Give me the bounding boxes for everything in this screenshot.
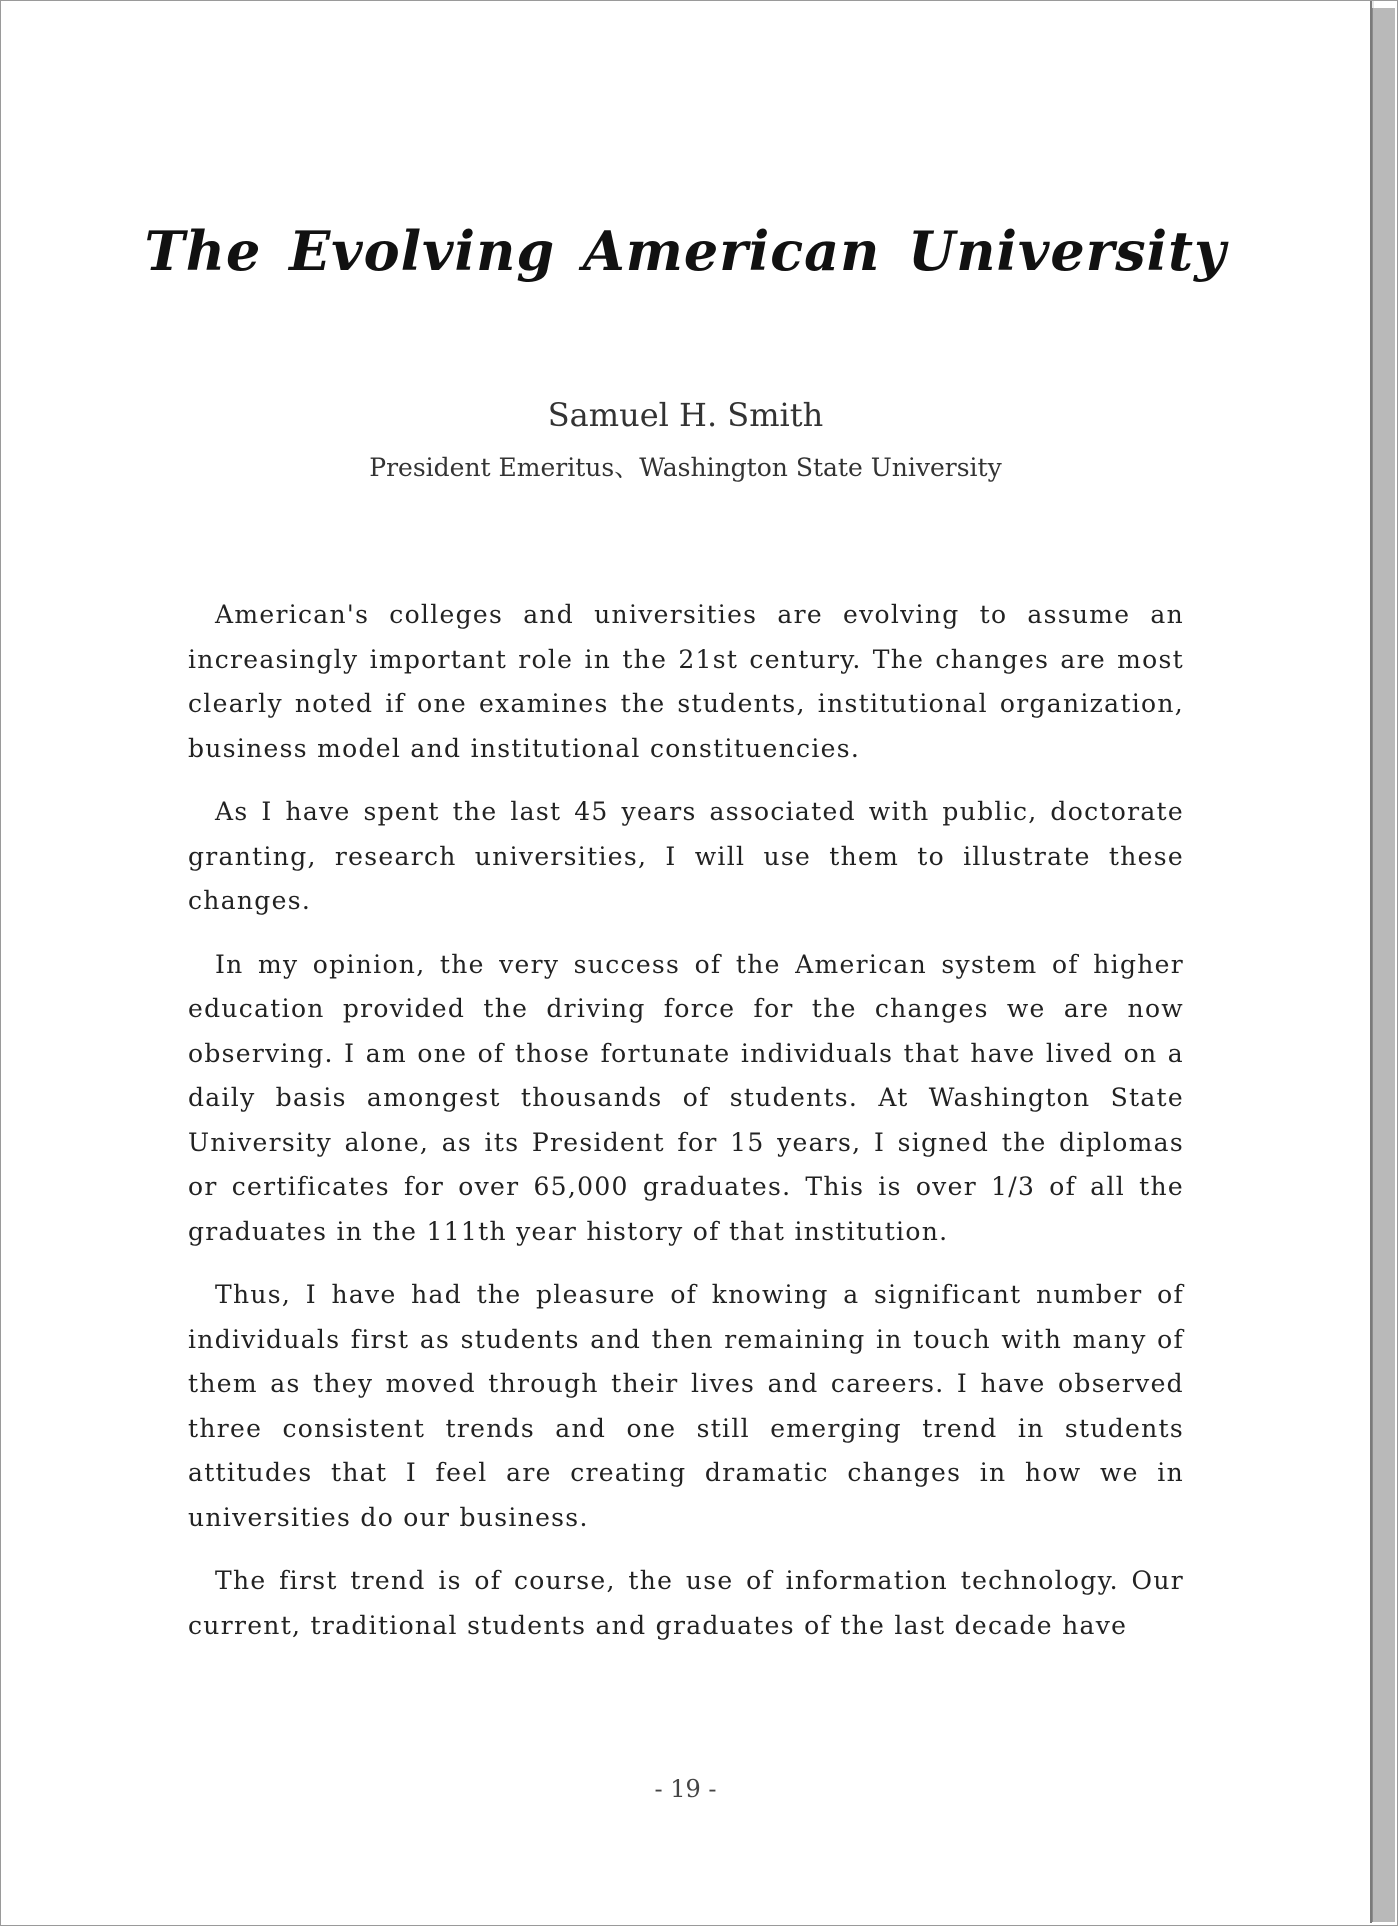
paragraph: Thus, I have had the pleasure of knowing a significant number of individuals first as students and then remaining in touch with many of them as they moved through their lives and careers. I have observed three consistent trends and one still emerging trend in students attitudes that I feel are creating dramatic changes in how we in universities do our business. xyxy=(188,1280,1184,1532)
paragraph: As I have spent the last 45 years associated with public, doctorate granting, research universities, I will use them to illustrate these changes. xyxy=(188,797,1184,915)
paragraph: In my opinion, the very success of the American system of higher education provided the driving force for the changes we are now observing. I am one of those fortunate individuals that have lived on a daily basis amongest thousands of students. At Washington State University alone, as its President for 15 years, I signed the diplomas or certificates for over 65,000 graduates. This is over 1/3 of all the graduates in the 111th year history of that institution. xyxy=(188,949,1184,1246)
body-text xyxy=(188,593,1184,1667)
paragraph: American's colleges and universities are evolving to assume an increasingly important role in the 21st century. The changes are most clearly noted if one examines the students, institutional organization, business model and institutional constituencies. xyxy=(188,600,1184,763)
author-name: Samuel H. Smith xyxy=(547,396,824,434)
page-edge xyxy=(1370,1,1372,1923)
page-shadow xyxy=(1372,8,1395,1922)
document-page xyxy=(1,1,1370,1923)
page-number: - 19 - xyxy=(654,1775,717,1803)
page-title: The Evolving American University xyxy=(144,219,1227,283)
author-affiliation: President Emeritus、Washington State University xyxy=(369,453,1002,482)
paragraph: The first trend is of course, the use of information technology. Our current, traditional students and graduates of the last decade have xyxy=(188,1566,1184,1640)
